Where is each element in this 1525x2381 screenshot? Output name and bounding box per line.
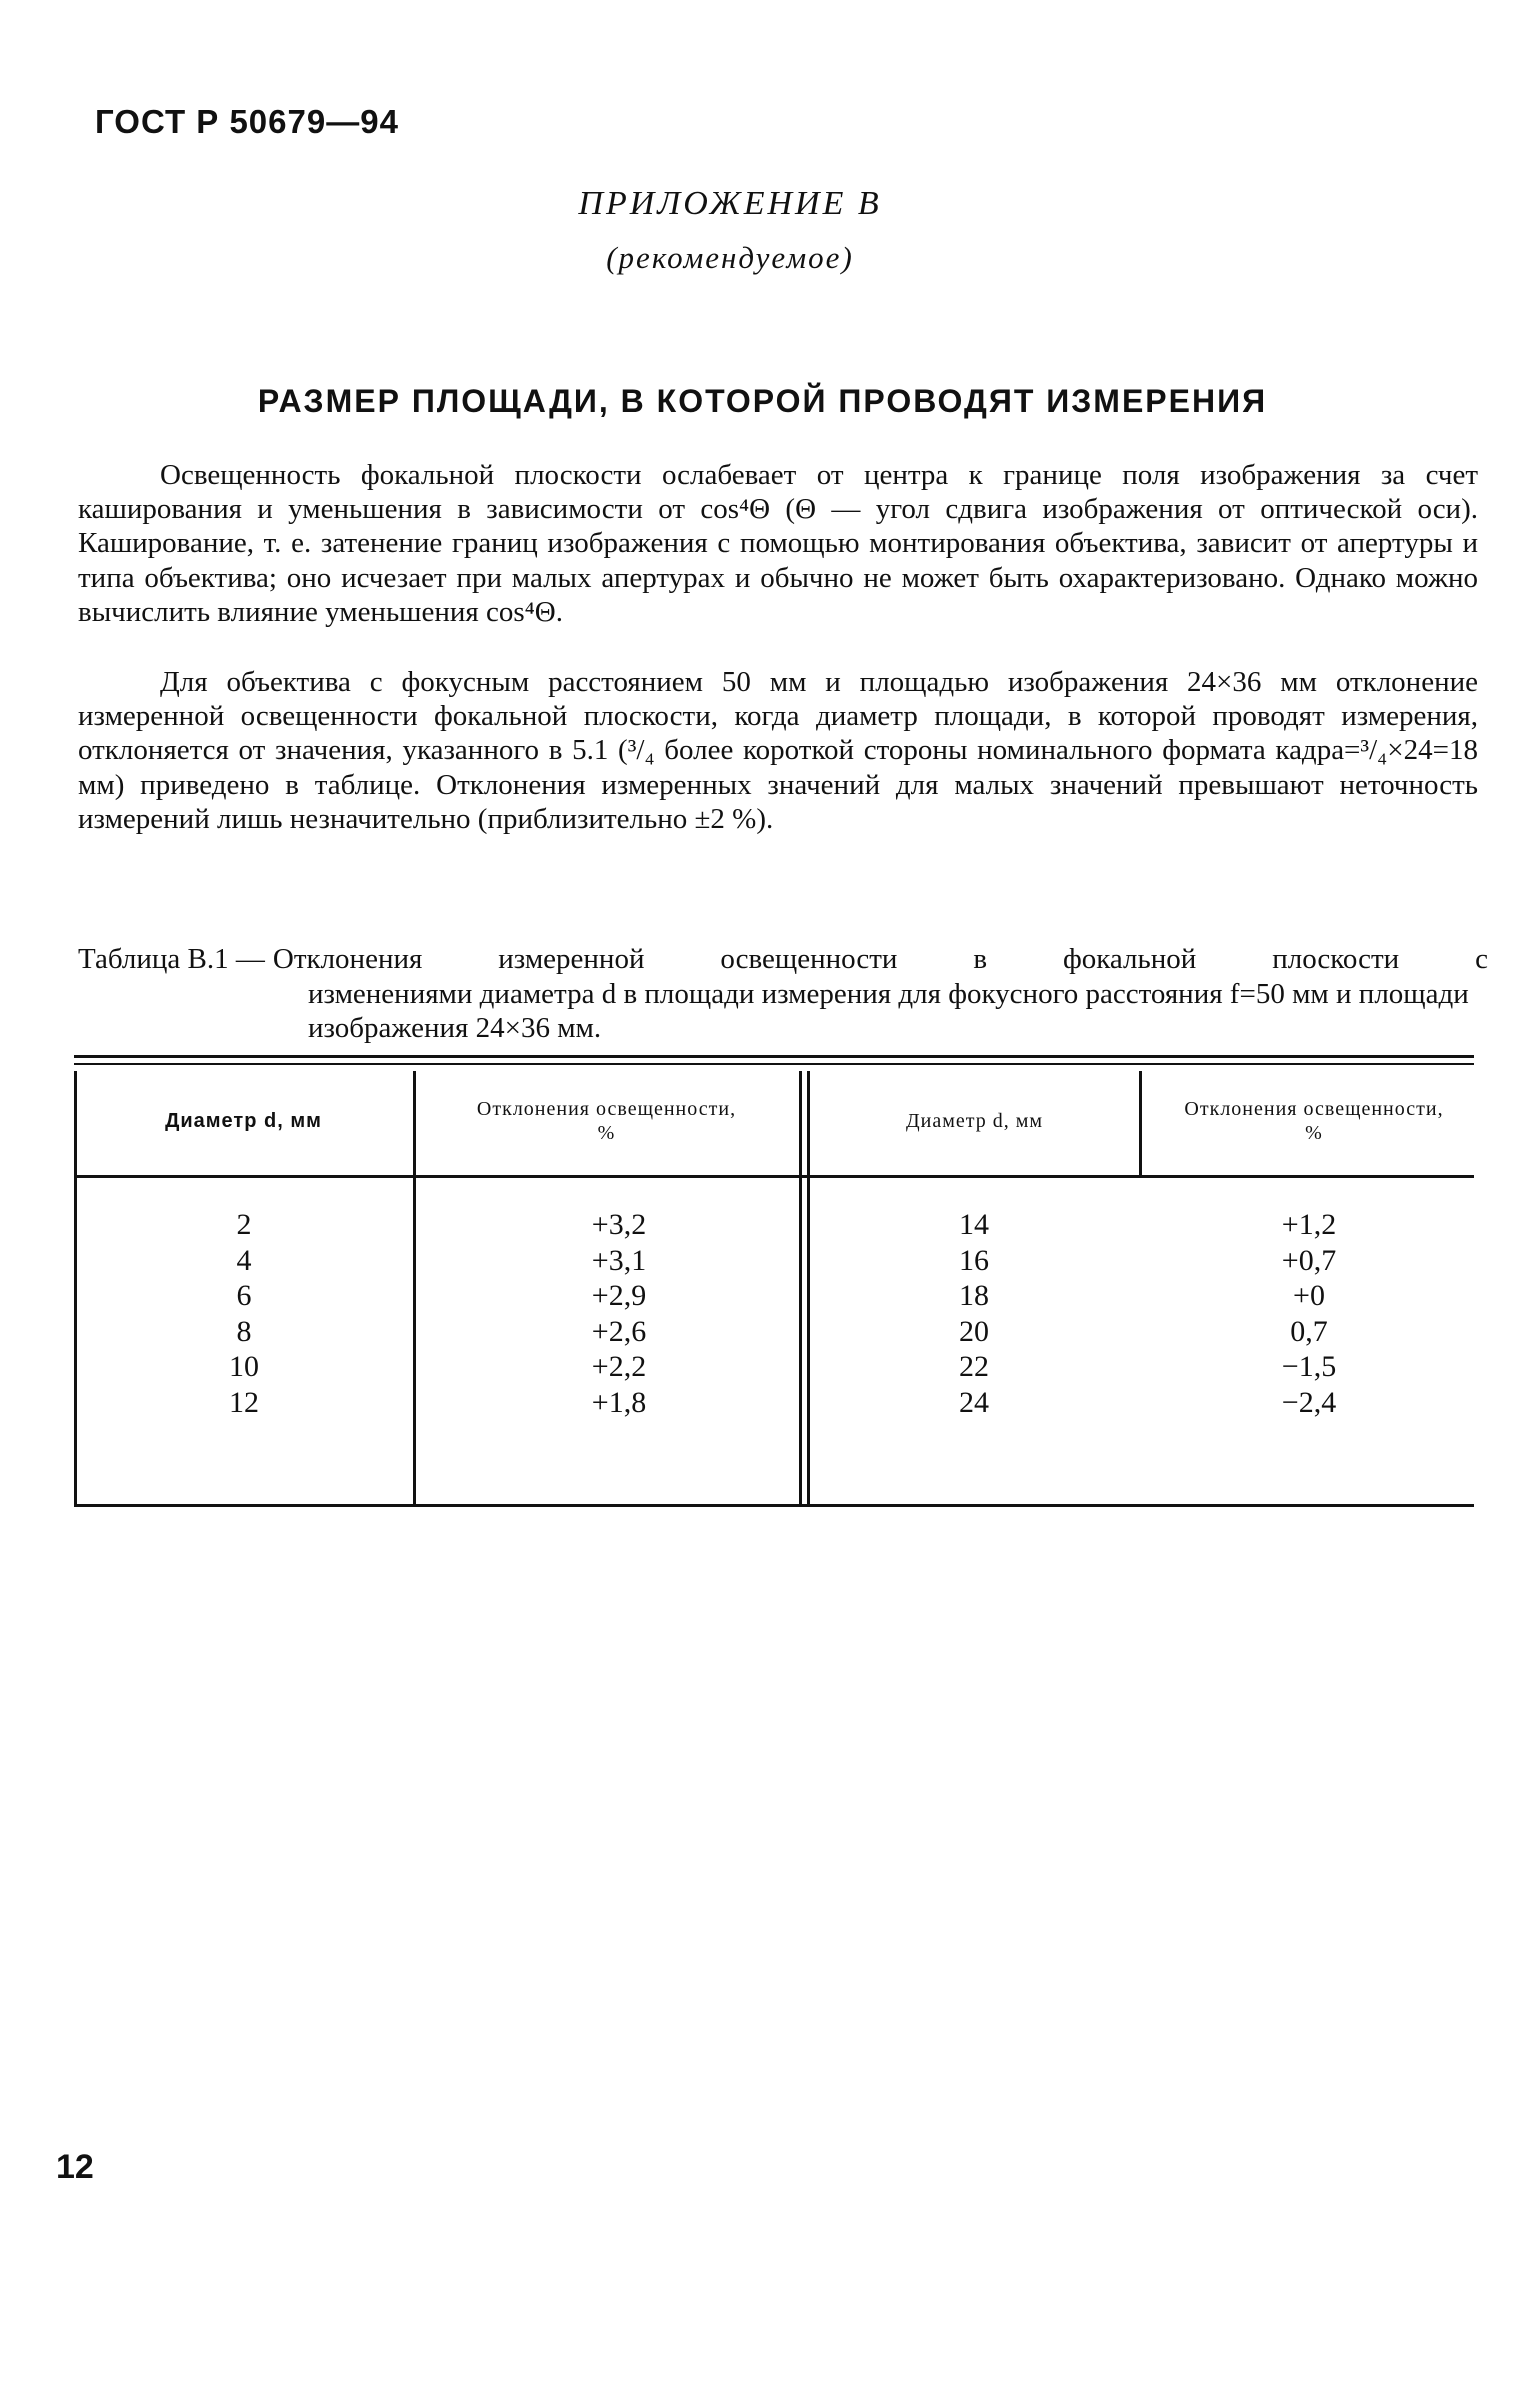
paragraph-lens-example: Для объектива с фокусным расстоянием 50 мм и площадью изображения 24×36 мм отклонение измеренной освещенности фокальной плоскости, когда диаметр площади, в которой проводят измерения, отклоняется от значения, указанного в 5.1 (³/₄ более короткой стороны номинального формата кадра=³/₄×24=18 мм) приведено в таблице. Отклонения измеренных значений для малых значений превышают неточность измерений лишь незначительно (приблизительно ±2 %). — [78, 666, 1478, 835]
table-cell: +0,7 — [1281, 1243, 1337, 1277]
page-number: 12 — [56, 2148, 94, 2186]
table-header-rule — [74, 1175, 1474, 1178]
table-cell: +2,9 — [591, 1279, 647, 1312]
column-diameter-left — [204, 1207, 284, 1420]
table-cell: 22 — [959, 1350, 989, 1383]
table-cell: 6 — [236, 1279, 252, 1312]
table-cell: +3,2 — [591, 1208, 647, 1241]
table-cell: +2,2 — [591, 1350, 647, 1383]
header-diameter-left: Диаметр d, мм — [165, 1110, 322, 1132]
table-cell: 16 — [959, 1243, 989, 1277]
table-top-rule — [74, 1055, 1474, 1058]
table-col-divider-2a — [799, 1071, 802, 1507]
table-caption-continuation: изменениями диаметра d в площади измерения для фокусного расстояния f=50 мм и площади изображения 24×36 мм. — [308, 977, 1469, 1044]
table-cell: +2,6 — [591, 1314, 647, 1348]
appendix-note: (рекомендуемое) — [606, 240, 854, 275]
table-cell: +3,1 — [591, 1243, 647, 1277]
header-diameter-right: Диаметр d, мм — [905, 1110, 1044, 1132]
section-heading: РАЗМЕР ПЛОЩАДИ, В КОТОРОЙ ПРОВОДЯТ ИЗМЕРЕНИЯ — [257, 383, 1268, 419]
table-top-rule-inner — [74, 1063, 1474, 1065]
table-cell: −2,4 — [1281, 1385, 1337, 1419]
table-cell: 20 — [959, 1314, 989, 1348]
column-deviation-left — [554, 1207, 684, 1420]
table-cell: 10 — [229, 1350, 259, 1383]
table-cell: 24 — [959, 1385, 989, 1419]
document-code: ГОСТ Р 50679—94 — [95, 103, 399, 140]
deviation-table — [74, 1055, 1474, 1510]
column-deviation-right — [1244, 1207, 1374, 1420]
appendix-title: ПРИЛОЖЕНИЕ В — [578, 185, 882, 222]
table-cell: +0 — [1293, 1279, 1325, 1312]
table-col-divider-3 — [1139, 1071, 1142, 1175]
table-cell: 12 — [229, 1385, 259, 1419]
table-caption-line1: Отклонения измеренной освещенности в фокальной плоскости с — [272, 943, 1488, 975]
paragraph-vignetting: Освещенность фокальной плоскости ослабевает от центра к границе поля изображения за счет каширования и уменьшения в зависимости от cos⁴Θ (Θ — угол сдвига изображения от оптической оси). Каширование, т. е. затенение границ изображения с помощью монтирования объектива, зависит от апертуры и типа объектива; оно исчезает при малых апертурах и обычно не может быть охарактеризовано. Однако можно вычислить влияние уменьшения cos⁴Θ. — [78, 459, 1478, 628]
table-cell: 4 — [236, 1243, 252, 1277]
table-col-divider-1 — [413, 1071, 416, 1507]
table-cell: 8 — [236, 1314, 252, 1348]
header-deviation-right: Отклонения освещенности, % — [1184, 1098, 1444, 1144]
table-cell: +1,2 — [1281, 1208, 1337, 1241]
table-cell: 0,7 — [1290, 1314, 1328, 1348]
table-cell: +1,8 — [591, 1385, 647, 1419]
table-cell: 14 — [959, 1208, 989, 1241]
table-cell: 18 — [959, 1279, 989, 1312]
table-cell: 2 — [236, 1208, 252, 1241]
table-cell: −1,5 — [1281, 1350, 1337, 1383]
header-deviation-left: Отклонения освещенности, % — [476, 1098, 737, 1144]
table-bottom-rule — [74, 1504, 1474, 1507]
table-caption — [78, 942, 1488, 1046]
table-caption-label: Таблица В.1 — — [78, 943, 265, 975]
column-diameter-right — [934, 1207, 1014, 1420]
